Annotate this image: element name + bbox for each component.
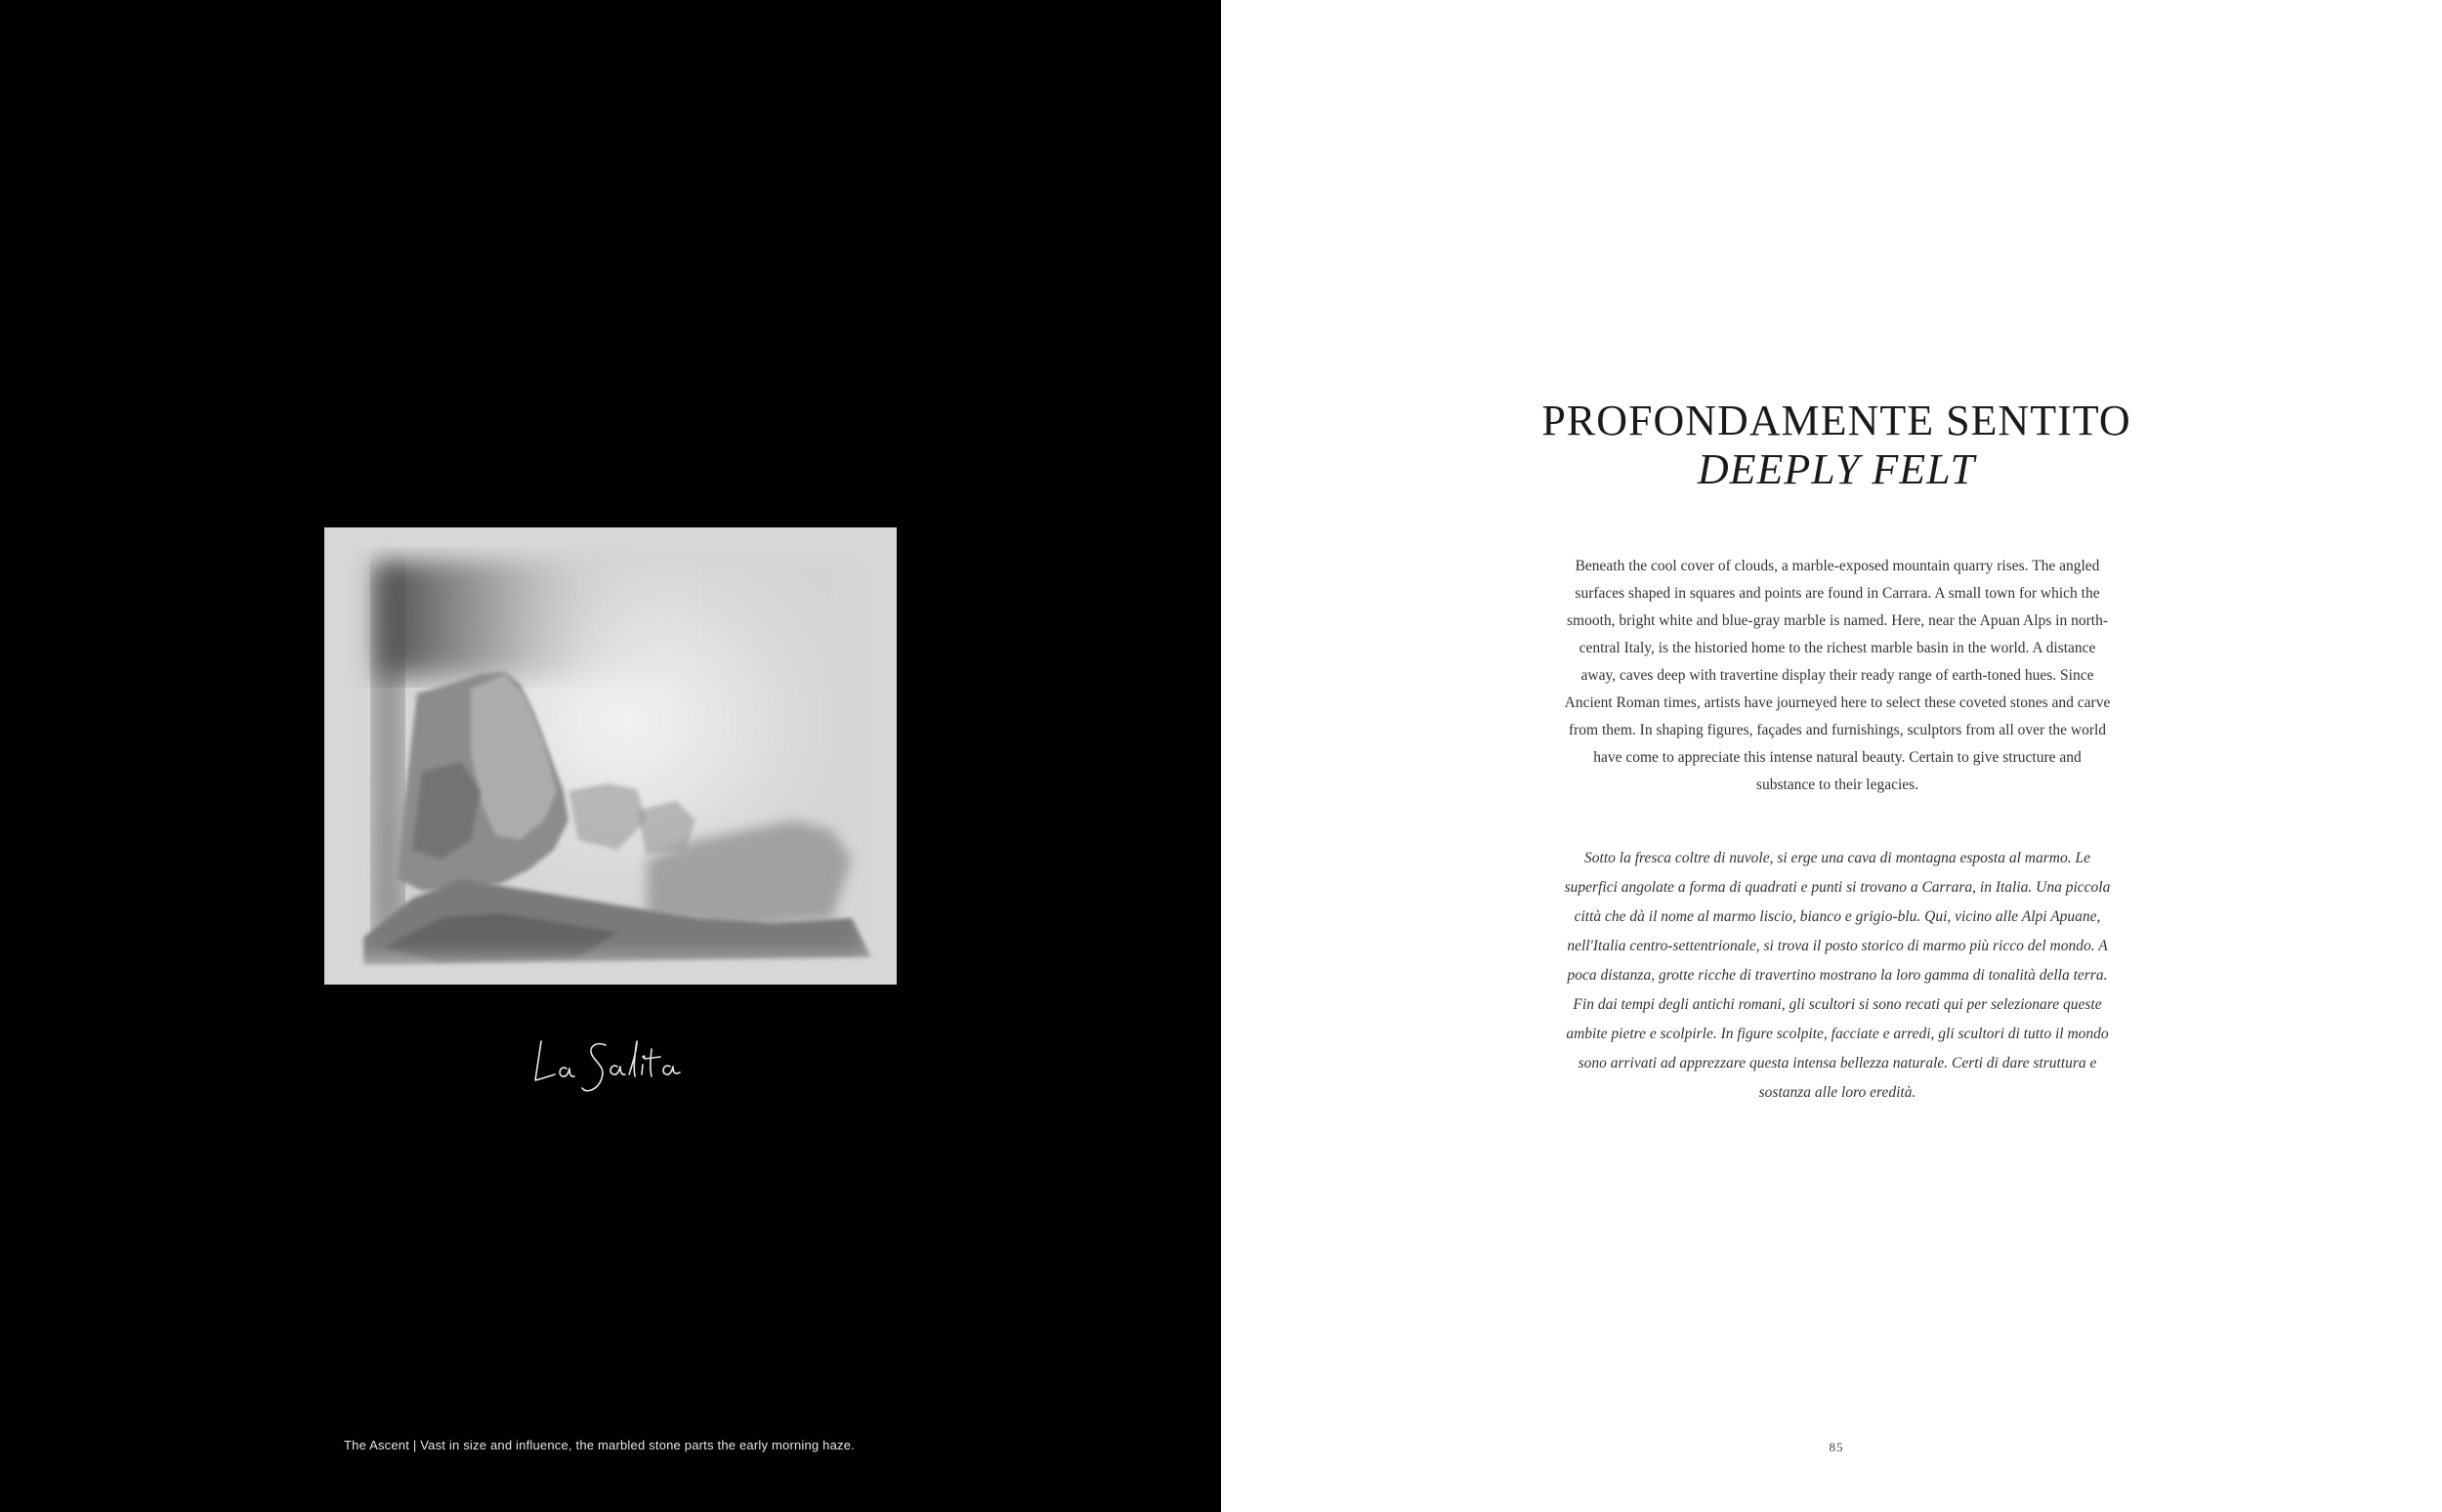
quarry-photo-image	[324, 527, 897, 985]
article-heading	[1514, 397, 2159, 494]
la-salita-signature	[527, 1024, 694, 1102]
body-text-italian: Sotto la fresca coltre di nuvole, si erge una cava di montagna esposta al marmo. Le superfici angolate a forma di quadrati e punti si trovano a Carrara, in Italia. Una piccola città che dà il nome al marmo liscio, bianco e grigio-blu. Qui, vicino alle Alpi Apuane, nell'Italia centro-settentrionale, si trova il posto storico di marmo più ricco del mondo. A poca distanza, grotte ricche di travertino mostrano la loro gamma di tonalità della terra. Fin dai tempi degli antichi romani, gli scultori si sono recati qui per selezionare queste ambite pietre e scolpirle. In figure scolpite, facciate e arredi, gli scultori di tutto il mondo sono arrivati ad apprezzare questa intensa bellezza naturale. Certi di dare struttura e sostanza alle loro eredità.	[1564, 850, 2111, 1101]
title-italian: PROFONDAMENTE SENTITO	[1541, 397, 2131, 444]
signature-icon	[527, 1024, 694, 1102]
photo-caption: The Ascent | Vast in size and influence, the marbled stone parts the early morning haze.	[344, 1438, 855, 1452]
body-text-english: Beneath the cool cover of clouds, a marble-exposed mountain quarry rises. The angled surfaces shaped in squares and points are found in Carrara. A small town for which the smooth, bright white and blue-gray marble is named. Here, near the Apuan Alps in north-central Italy, is the historied home to the richest marble basin in the world. A distance away, caves deep with travertine display their ready range of earth-toned hues. Since Ancient Roman times, artists have journeyed here to select these coveted stones and carve from them. In shaping figures, façades and furnishings, sculptors from all over the world have come to appreciate this intense natural beauty. Certain to give structure and substance to their legacies.	[1564, 558, 2111, 793]
title-english: DEEPLY FELT	[1697, 445, 1976, 493]
quarry-photo	[324, 527, 897, 985]
page-number: 85	[1829, 1440, 1844, 1454]
